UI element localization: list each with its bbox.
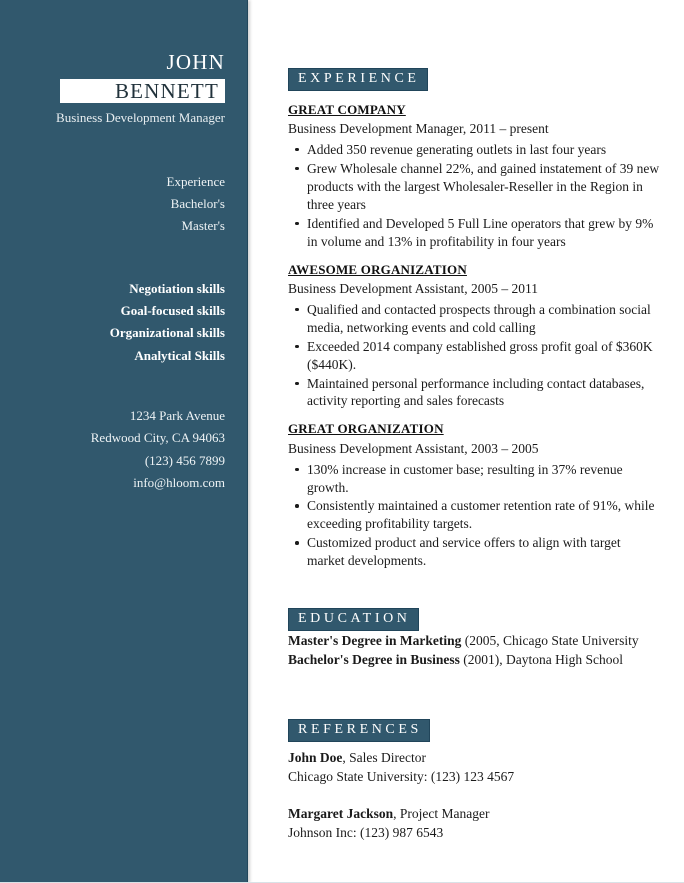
- sidebar-nav-list: [0, 171, 225, 238]
- experience-role: Business Development Assistant, 2003 – 2005: [288, 440, 539, 456]
- sidebar-content: [0, 0, 225, 495]
- experience-bullet: Grew Wholesale channel 22%, and gained instatement of 39 new products with the largest Wholesaler-Reseller in the Region in three years: [307, 160, 660, 212]
- section-experience: [288, 0, 660, 570]
- contact-email[interactable]: info@hloom.com: [133, 475, 225, 491]
- section-heading-experience: EXPERIENCE: [288, 68, 428, 91]
- experience-bullet: Consistently maintained a customer retention rate of 91%, while exceeding profitability targets.: [307, 497, 660, 533]
- experience-company: AWESOME ORGANIZATION: [288, 261, 467, 277]
- reference-name: Margaret Jackson: [288, 806, 394, 822]
- experience-bullet: Added 350 revenue generating outlets in last four years: [307, 141, 660, 159]
- contact-city-state-zip: Redwood City, CA 94063: [90, 430, 225, 446]
- education-degree: Master's Degree in Marketing: [288, 632, 462, 648]
- first-name: JOHN: [166, 50, 225, 74]
- section-education: [288, 571, 660, 669]
- experience-role: Business Development Manager, 2011 – present: [288, 120, 549, 136]
- reference-name: John Doe: [288, 749, 343, 765]
- skill-item-goal-focused: Goal-focused skills: [120, 302, 225, 318]
- reference-title: , Project Manager: [393, 806, 490, 822]
- sidebar-nav-item-bachelors[interactable]: Bachelor's: [170, 195, 225, 211]
- contact-address: 1234 Park Avenue: [129, 408, 225, 424]
- experience-company: GREAT ORGANIZATION: [288, 421, 444, 437]
- education-detail: (2001), Daytona High School: [463, 652, 623, 668]
- reference-contact: Chicago State University: (123) 123 4567: [288, 769, 515, 785]
- reference-contact: Johnson Inc: (123) 987 6543: [288, 825, 444, 841]
- experience-bullet: Qualified and contacted prospects through a combination social media, networking events and cold calling: [307, 301, 660, 337]
- last-name: BENNETT: [114, 79, 219, 103]
- section-heading-education: EDUCATION: [288, 608, 419, 631]
- main-content: [288, 0, 660, 843]
- experience-company: GREAT COMPANY: [288, 101, 406, 117]
- job-title: Business Development Manager: [56, 110, 225, 125]
- last-name-band: [60, 79, 225, 103]
- experience-bullet: 130% increase in customer base; resulting in 37% revenue growth.: [307, 461, 660, 497]
- reference-name-title: [288, 748, 660, 767]
- reference-entry: [288, 748, 660, 786]
- skill-item-analytical: Analytical Skills: [134, 347, 225, 363]
- education-detail: (2005, Chicago State University: [464, 632, 639, 648]
- skills-list: [0, 278, 225, 367]
- section-heading-references: REFERENCES: [288, 719, 430, 742]
- reference-title: , Sales Director: [342, 749, 426, 765]
- contact-list: [0, 405, 225, 494]
- reference-name-title: [288, 804, 660, 823]
- contact-phone[interactable]: (123) 456 7899: [144, 452, 225, 468]
- education-degree: Bachelor's Degree in Business: [288, 652, 460, 668]
- experience-entry: [288, 421, 660, 570]
- experience-bullet: Identified and Developed 5 Full Line operators that grew by 9% in volume and 13% in profitability in four years: [307, 215, 660, 251]
- skill-item-organizational: Organizational skills: [109, 325, 225, 341]
- section-references: [288, 669, 660, 842]
- education-entry: [288, 650, 660, 669]
- sidebar-nav-item-experience[interactable]: Experience: [166, 173, 225, 189]
- reference-entry: [288, 804, 660, 842]
- education-entry: [288, 631, 660, 650]
- experience-bullet: Exceeded 2014 company established gross profit goal of $360K ($440K).: [307, 338, 660, 374]
- experience-bullet: Maintained personal performance including contact databases, activity reporting and sales forecasts: [307, 375, 660, 411]
- experience-entry: [288, 262, 660, 411]
- experience-bullet: Customized product and service offers to align with target market developments.: [307, 534, 660, 570]
- sidebar: [0, 0, 248, 883]
- experience-entry: [288, 102, 660, 251]
- experience-bullets: [288, 461, 660, 571]
- experience-role: Business Development Assistant, 2005 – 2011: [288, 280, 538, 296]
- experience-bullets: [288, 301, 660, 411]
- sidebar-nav-item-masters[interactable]: Master's: [181, 218, 225, 234]
- experience-bullets: [288, 141, 660, 251]
- skill-item-negotiation: Negotiation skills: [129, 280, 225, 296]
